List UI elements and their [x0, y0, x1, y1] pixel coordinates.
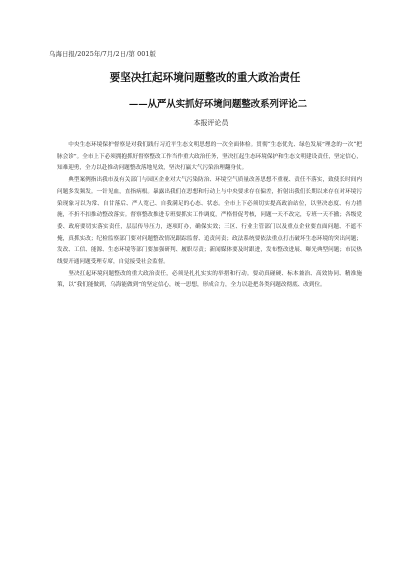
article-paragraph: 坚决扛起环境问题整改的重大政治责任，必须是扎扎实实的举措和行动。要动真碰硬、标本兼治、高效协同、精准施策，以“我们能做到，乌海能做到”的坚定信心，统一思想，形成合力，全力以赴把各类问题改彻底、改到位。 — [57, 270, 362, 289]
source-line: 乌海日报/2025年/7月/2日/第 001版 — [49, 50, 157, 58]
article-author: 本报评论员 — [193, 119, 229, 127]
article-body — [57, 140, 362, 292]
article-paragraph: 中央生态环境保护督察是对我们践行习近平生态文明思想的一次全面体检。贯彻“生态优先、绿色发展”理念的一次“把脉会诊”。全市上下必须拥抱抓好督察整改工作当作重大政治任务，坚决扛起生态环境保护和生态文明建设责任，坚定信心，知难迎勇，全力以赴推动问题整改落地见效，坚决打赢大气污染治理翻身仗。 — [57, 142, 362, 172]
article-subtitle: ——从严从实抓好环境问题整改系列评论二 — [128, 99, 308, 110]
article-paragraph: 典型案例指出我市及有关部门与园区企业对大气污染防治、环境空气质量改善思想不重视、责任不落实，致使长时间内问题多发频发。一针见血，直指病根。暴露出我们在思想和行动上与中央要求存在偏差，折射出我们长期以来存在对环境污染现象习以为常、自甘落后、严人宽己、自我满足的心态、状态。全市上下必须切实提高政治站位，以坚决态度、有力措施，不折不扣推动整改落实。督察整改推进专班要抓实工作调度，严格督促考核，问题一天不改完，专班一天不撤；各级党委、政府要切实落实责任，层层传导压力，逐项盯办，确保实效；三区、行业主管部门以及重点企业要直面问题、不遮不掩，真抓实改；纪检监察部门要对问题整改情况跟踪监督、追责问责；政法系统要依法重点打击破坏生态环境的突出问题；发改、工信、能源、生态环境等部门要加强研判、履职尽责；新闻媒体要及时跟进，发布整改进展、曝光典型问题；市民热线要开通问题受理专席，自觉接受社会监督。 — [57, 177, 362, 266]
article-title: 要坚决扛起环境问题整改的重大政治责任 — [109, 72, 301, 84]
